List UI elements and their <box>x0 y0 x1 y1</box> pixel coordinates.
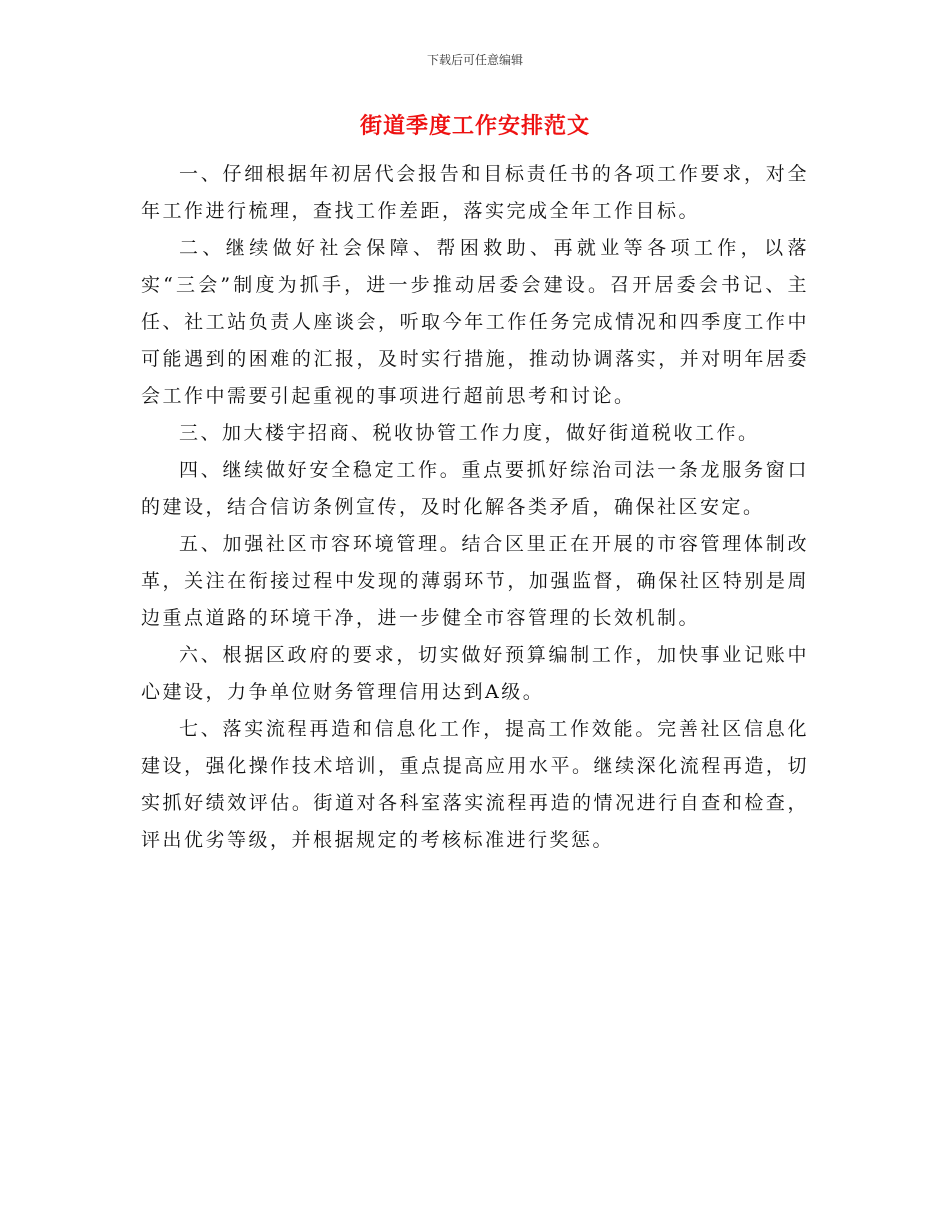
paragraph-7: 七、落实流程再造和信息化工作，提高工作效能。完善社区信息化建设，强化操作技术培训，重点提高应用水平。继续深化流程再造，切实抓好绩效评估。街道对各科室落实流程再造的情况进行自查和检查，评出优劣等级，并根据规定的考核标准进行奖惩。 <box>141 718 809 851</box>
paragraph-5: 五、加强社区市容环境管理。结合区里正在开展的市容管理体制改革，关注在衔接过程中发现的薄弱环节，加强监督，确保社区特别是周边重点道路的环境干净，进一步健全市容管理的长效机制。 <box>141 533 809 629</box>
document-body <box>141 156 809 859</box>
page-header-note: 下载后可任意编辑 <box>426 53 523 67</box>
document-title: 街道季度工作安排范文 <box>359 114 590 139</box>
paragraph-4: 四、继续做好安全稳定工作。重点要抓好综治司法一条龙服务窗口的建设，结合信访条例宣传，及时化解各类矛盾，确保社区安定。 <box>141 459 809 518</box>
paragraph-2: 二、继续做好社会保障、帮困救助、再就业等各项工作，以落实“三会”制度为抓手，进一步推动居委会建设。召开居委会书记、主任、社工站负责人座谈会，听取今年工作任务完成情况和四季度工作中可能遇到的困难的汇报，及时实行措施，推动协调落实，并对明年居委会工作中需要引起重视的事项进行超前思考和讨论。 <box>141 237 809 407</box>
paragraph-3: 三、加大楼宇招商、税收协管工作力度，做好街道税收工作。 <box>179 422 760 444</box>
paragraph-6: 六、根据区政府的要求，切实做好预算编制工作，加快事业记账中心建设，力争单位财务管理信用达到A级。 <box>141 644 809 703</box>
paragraph-1: 一、仔细根据年初居代会报告和目标责任书的各项工作要求，对全年工作进行梳理，查找工作差距，落实完成全年工作目标。 <box>141 163 809 222</box>
